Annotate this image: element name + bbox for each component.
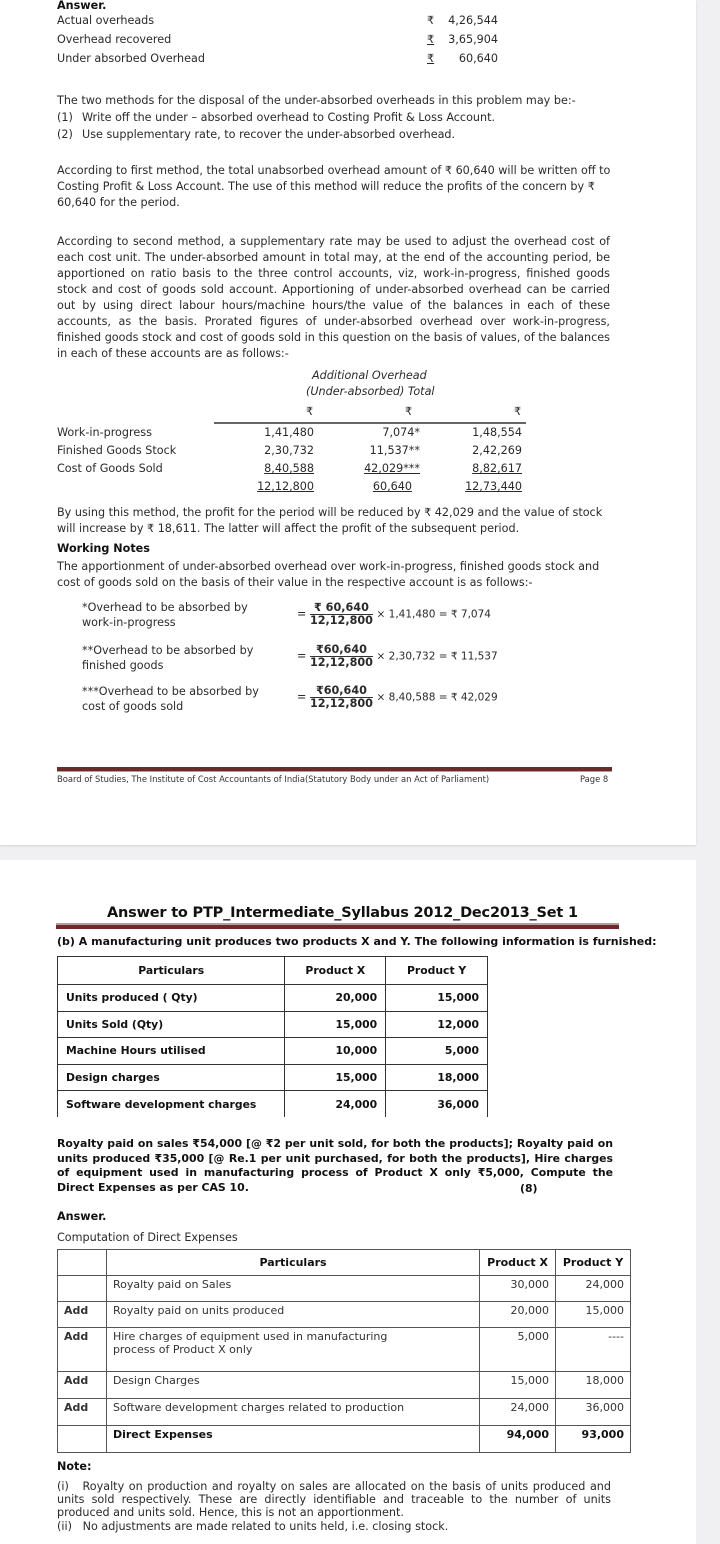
prorate-total: 12,12,800: [257, 480, 314, 493]
prorate-cell: 8,82,617: [472, 462, 522, 475]
note-2-line1: **Overhead to be absorbed by: [82, 644, 254, 657]
prorate-cell: 1,41,480: [264, 426, 314, 439]
prorate-cell: 2,30,732: [264, 444, 314, 457]
table-row: Units produced ( Qty) 20,000 15,000: [58, 985, 488, 1012]
prorate-total: 60,640: [372, 480, 412, 493]
footer-rule-thin: [57, 771, 612, 772]
prorate-total: 12,73,440: [465, 480, 522, 493]
table-row: Machine Hours utilised 10,000 5,000: [58, 1038, 488, 1065]
summary-value-actual: 4,26,544: [448, 14, 498, 27]
column-header: Product Y: [386, 957, 488, 985]
header-rule-thin: [56, 923, 619, 925]
column-header: Particulars: [58, 957, 285, 985]
page-header-title: Answer to PTP_Intermediate_Syllabus 2012_Dec2013_Set 1: [107, 905, 578, 921]
rupee-symbol: ₹: [514, 405, 522, 418]
method-2-text: Use supplementary rate, to recover the under-absorbed overhead.: [82, 128, 456, 141]
note-2: (ii) No adjustments are made related to units held, i.e. closing stock.: [57, 1520, 449, 1533]
note-3-line1: ***Overhead to be absorbed by: [82, 685, 259, 698]
table-row: Units Sold (Qty) 15,000 12,000: [58, 1011, 488, 1038]
table-row: Software development charges 24,000 36,000: [58, 1091, 488, 1118]
prorate-cell: 7,074*: [382, 426, 420, 439]
question-b: (b) A manufacturing unit produces two products X and Y. The following information is furnished:: [57, 935, 657, 948]
formula-3: = $\frac{₹60,640}{12,12,800}$ × 8,40,588 = ₹ 42,029: [297, 684, 498, 710]
document-page-9: [0, 860, 696, 1544]
prorate-row-label: Cost of Goods Sold: [57, 462, 163, 475]
question-text: Royalty paid on sales ₹54,000 [@ ₹2 per unit sold, for both the products]; Royalty paid on units produced ₹35,000 [@ Re.1 per unit purchased, for both the products], Hire charges of equipment used in manufacturing process of Product X only ₹5,000, Compute the Direct Expenses as per CAS 10.: [57, 1137, 613, 1194]
table-rule: [214, 422, 526, 424]
prorate-header-line1: Additional Overhead: [312, 369, 427, 382]
first-method-paragraph: According to first method, the total unabsorbed overhead amount of ₹ 60,640 will be written off to Costing Profit & Loss Account. The use of this method will reduce the profits of the concern by ₹ 60,640 for the period.: [57, 164, 611, 209]
column-header: Product X: [480, 1250, 556, 1276]
note-heading: Note:: [57, 1460, 92, 1473]
rupee-symbol: ₹: [405, 405, 413, 418]
method-2-num: (2): [57, 128, 73, 141]
prorate-row-label: Work-in-progress: [57, 426, 152, 439]
column-header: Product Y: [556, 1250, 631, 1276]
prorate-cell: 11,537**: [369, 444, 420, 457]
note-2-line2: finished goods: [82, 659, 164, 672]
formula-2: = $\frac{₹60,640}{12,12,800}$ × 2,30,732 = ₹ 11,537: [297, 643, 498, 669]
prorate-cell: 42,029***: [364, 462, 420, 475]
summary-label-under-absorbed: Under absorbed Overhead: [57, 52, 205, 65]
answer-heading: Answer.: [57, 0, 107, 12]
summary-label-recovered: Overhead recovered: [57, 33, 172, 46]
viewer-scroll-track[interactable]: [696, 0, 720, 1544]
note-1-line1: *Overhead to be absorbed by: [82, 601, 248, 614]
table-row: Design charges 15,000 18,000: [58, 1064, 488, 1091]
summary-label-actual: Actual overheads: [57, 14, 155, 27]
prorate-cell: 2,42,269: [472, 444, 522, 457]
page-number: Page 8: [580, 774, 609, 784]
method-1-num: (1): [57, 111, 73, 124]
column-header: Particulars: [106, 1250, 479, 1276]
conclusion-paragraph: By using this method, the profit for the period will be reduced by ₹ 42,029 and the value of stock will increase by ₹ 18,611. The latter will affect the profit of the subsequent period.: [57, 506, 603, 535]
column-header: Product X: [285, 957, 386, 985]
formula-1: = $\frac{₹ 60,640}{12,12,800}$ × 1,41,480 = ₹ 7,074: [297, 601, 491, 627]
info-table: [57, 956, 488, 1117]
direct-expenses-table: [57, 1249, 631, 1453]
note-1-line2: work-in-progress: [82, 616, 176, 629]
summary-value-under-absorbed: 60,640: [458, 52, 498, 65]
table-header-row: [58, 957, 488, 985]
prorate-row-label: Finished Goods Stock: [57, 444, 177, 457]
rupee-symbol: ₹: [306, 405, 314, 418]
computation-title: Computation of Direct Expenses: [57, 1231, 238, 1244]
summary-value-recovered: 3,65,904: [448, 33, 498, 46]
answer-heading: Answer.: [57, 1210, 107, 1223]
summary-value-under-absorbed-wrap: [427, 51, 499, 67]
working-notes-intro: The apportionment of under-absorbed overhead over work-in-progress, finished goods stock and cost of goods sold on the basis of their value in the respective account is as follows:-: [57, 560, 600, 589]
second-method-paragraph: According to second method, a supplementary rate may be used to adjust the overhead cost of each cost unit. The under-absorbed amount in total may, at the end of the accounting period, be apportioned on ratio basis to the three control accounts, viz, work-in-progress, finished goods stock and cost of goods sold account. Apportioning of under-absorbed overhead can be carried out by using direct labour hours/machine hours/the value of the balances in each of these accounts, as the basis. Prorated figures of under-absorbed overhead over work-in-progress, finished goods stock and cost of goods sold in this question on the basis of values, of the balances in each of these accounts are as follows:-: [57, 235, 610, 360]
prorate-cell: 1,48,554: [472, 426, 522, 439]
table-row: Royalty paid on Sales 30,000 24,000: [58, 1276, 631, 1302]
working-notes-heading: Working Notes: [57, 542, 150, 555]
note-3-line2: cost of goods sold: [82, 700, 184, 713]
methods-intro: The two methods for the disposal of the under-absorbed overheads in this problem may be:-: [57, 94, 576, 107]
note-1: (i) Royalty on production and royalty on sales are allocated on the basis of units produced and units sold respectively. These are directly identifiable and traceable to the number of units produced and units sold. Hence, this is not an apportionment.: [57, 1480, 612, 1519]
footer-text: Board of Studies, The Institute of Cost Accountants of India(Statutory Body under an Act of Parliament): [57, 774, 490, 784]
prorate-header-line2: (Under-absorbed) Total: [306, 385, 435, 398]
prorate-cell: 8,40,588: [264, 462, 314, 475]
table-row: Add Software development charges related to production 24,000 36,000: [58, 1399, 631, 1426]
marks: (8): [520, 1182, 538, 1195]
rupee-symbol: ₹: [427, 52, 435, 65]
table-row: Add Royalty paid on units produced 20,000 15,000: [58, 1302, 631, 1328]
table-row: Add Design Charges 15,000 18,000: [58, 1372, 631, 1399]
table-total-row: Direct Expenses 94,000 93,000: [58, 1426, 631, 1453]
rupee-symbol: ₹: [427, 33, 435, 46]
method-1-text: Write off the under – absorbed overhead to Costing Profit & Loss Account.: [82, 111, 496, 124]
table-header-row: [58, 1250, 631, 1276]
table-row: Add Hire charges of equipment used in manufacturing process of Product X only 5,000 ----: [58, 1328, 631, 1372]
header-rule: [56, 925, 619, 929]
rupee-symbol: ₹: [427, 14, 435, 27]
summary-value-recovered-wrap: [427, 32, 499, 48]
